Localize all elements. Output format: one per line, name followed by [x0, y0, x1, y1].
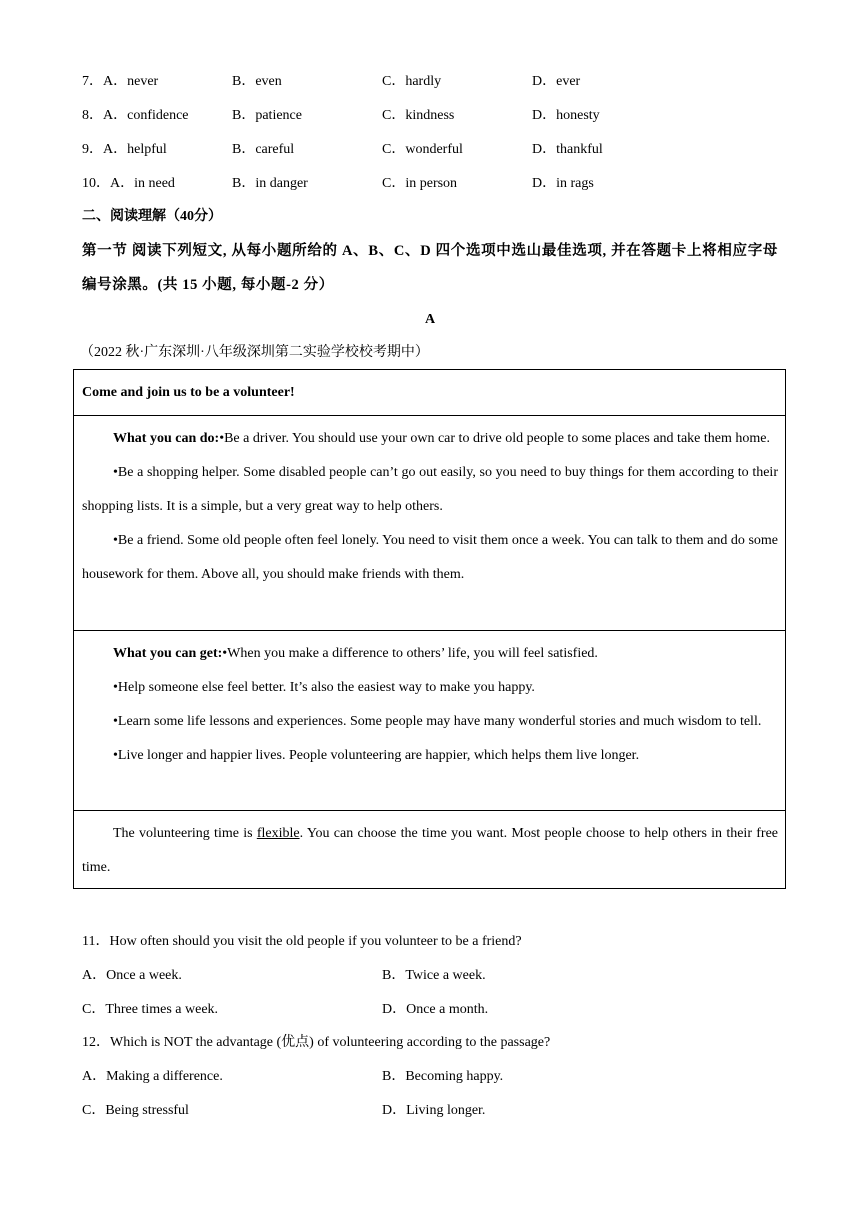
get-item: •Learn some life lessons and experiences. Some people may have many wonderful stories and much wisdom to tell.	[113, 714, 762, 729]
passage-table	[73, 369, 786, 889]
option-d: D．honesty	[532, 108, 600, 123]
underlined-word: flexible	[256, 826, 300, 841]
do-heading: What you can do:	[113, 431, 220, 446]
option-d: D．thankful	[532, 142, 603, 157]
what-you-can-get-text	[82, 637, 778, 773]
passage-label: A	[424, 312, 436, 327]
question-12-option-a: A．Making a difference.	[82, 1069, 223, 1084]
option-b: B．careful	[232, 142, 295, 157]
get-item: •Help someone else feel better. It’s also the easiest way to make you happy.	[113, 680, 535, 695]
do-item: •Be a driver. You should use your own car to drive old people to some places and take them home.	[219, 431, 770, 446]
option-a: 9．A．helpful	[82, 142, 167, 157]
do-item: •Be a friend. Some old people often feel lonely. You need to visit them once a week. You can talk to them and do some housework for them. Above all, you should make friends with them.	[82, 533, 778, 582]
volunteering-time-text: The volunteering time is flexible. You can choose the time you want. Most people choose to help others in their free time.	[82, 826, 778, 875]
what-you-can-do-text	[82, 422, 778, 592]
question-7-options	[82, 72, 782, 92]
option-d: D．ever	[532, 74, 581, 89]
get-item: •When you make a difference to others’ life, you will feel satisfied.	[222, 646, 598, 661]
option-c: C．wonderful	[382, 142, 463, 157]
question-11-option-a: A．Once a week.	[82, 968, 182, 983]
option-a: 7．A．never	[82, 74, 159, 89]
question-9-options	[82, 140, 782, 160]
do-item: •Be a shopping helper. Some disabled people can’t go out easily, so you need to buy things for them according to their shopping lists. It is a simple, but a very great way to help others.	[82, 465, 778, 514]
question-11-option-d: D．Once a month.	[382, 1002, 489, 1017]
option-a: 8．A．confidence	[82, 108, 189, 123]
get-heading: What you can get:	[113, 646, 223, 661]
option-b: B．in danger	[232, 176, 308, 191]
question-11-option-c: C．Three times a week.	[82, 1002, 219, 1017]
question-12-stem: 12．Which is NOT the advantage (优点) of volunteering according to the passage?	[82, 1035, 551, 1050]
question-8-options	[82, 106, 782, 126]
passage-title: Come and join us to be a volunteer!	[82, 385, 295, 400]
passage-title-row	[74, 370, 785, 416]
what-you-can-get-row	[74, 631, 785, 811]
option-c: C．hardly	[382, 74, 442, 89]
passage-source: （2022 秋·广东深圳·八年级深圳第二实验学校校考期中）	[80, 345, 429, 360]
what-you-can-do-row	[74, 416, 785, 631]
volunteering-time-row	[74, 811, 785, 889]
question-11-option-b: B．Twice a week.	[382, 968, 486, 983]
question-12-option-c: C．Being stressful	[82, 1103, 189, 1118]
question-11-stem: 11．How often should you visit the old people if you volunteer to be a friend?	[82, 934, 522, 949]
question-10-options	[82, 174, 782, 194]
get-item: •Live longer and happier lives. People volunteering are happier, which helps them live longer.	[113, 748, 640, 763]
question-12-option-d: D．Living longer.	[382, 1103, 486, 1118]
section-instruction: 第一节 阅读下列短文, 从每小题所给的 A、B、C、D 四个选项中选山最佳选项, 并在答题卡上将相应字母编号涂黑。(共 15 小题, 每小题-2 分）	[82, 243, 778, 293]
option-a: 10．A．in need	[82, 176, 175, 191]
question-12-option-b: B．Becoming happy.	[382, 1069, 504, 1084]
option-b: B．patience	[232, 108, 302, 123]
section-heading: 二、阅读理解（40分）	[82, 209, 222, 224]
option-c: C．kindness	[382, 108, 455, 123]
option-d: D．in rags	[532, 176, 594, 191]
option-b: B．even	[232, 74, 282, 89]
option-c: C．in person	[382, 176, 458, 191]
